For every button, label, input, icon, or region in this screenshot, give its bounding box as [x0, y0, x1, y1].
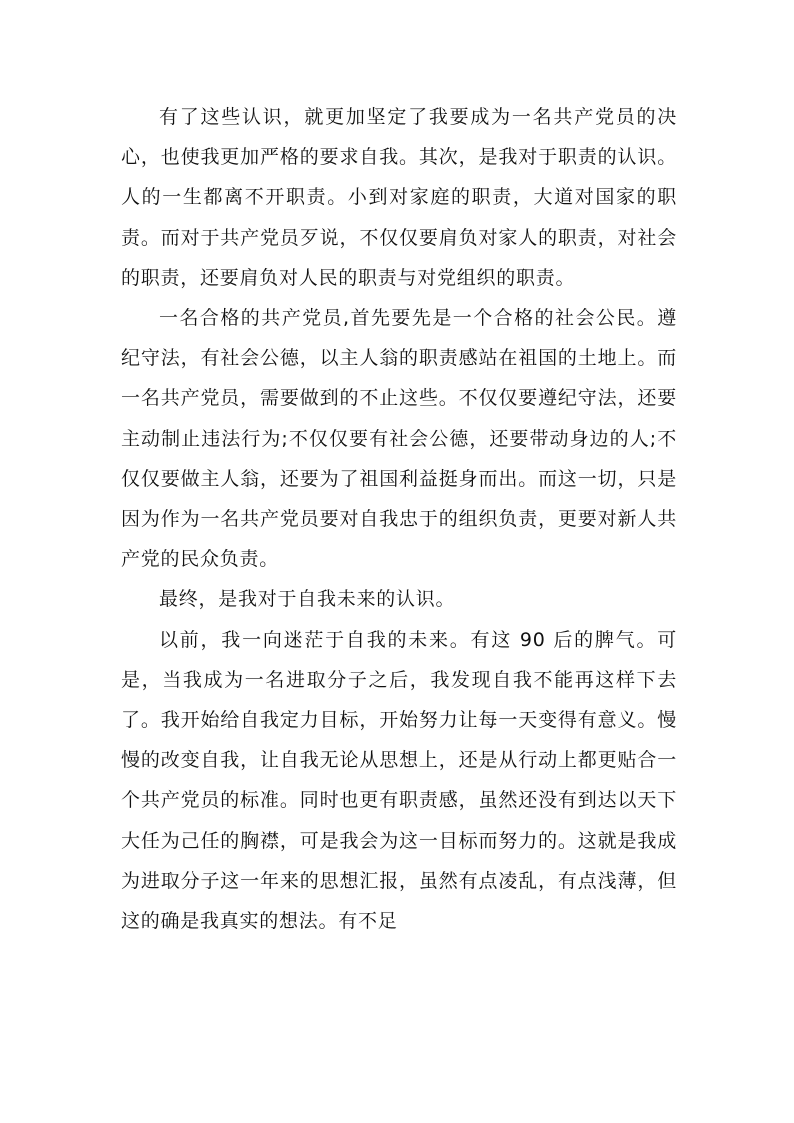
paragraph-qualified-member: 一名合格的共产党员,首先要先是一个合格的社会公民。遵纪守法，有社会公德，以主人翁的职责感站在祖国的土地上。而一名共产党员，需要做到的不止这些。不仅仅要遵纪守法，还要主动制止违法行为;不仅仅要有社会公德，还要带动身边的人;不仅仅要做主人翁，还要为了祖国利益挺身而出。而这一切，只是因为作为一名共产党员要对自我忠于的组织负责，更要对新人共产党的民众负责。: [121, 307, 677, 571]
paragraph-future-intro: 最终，是我对于自我未来的认识。: [159, 588, 456, 611]
document-body: [121, 97, 677, 941]
paragraph-future-reflection: 以前，我一向迷茫于自我的未来。有这 90 后的脾气。可是，当我成为一名进取分子之后，我发现自我不能再这样下去了。我开始给自我定力目标，开始努力让每一天变得有意义。慢慢的改变自我，让自我无论从思想上，还是从行动上都更贴合一个共产党员的标准。同时也更有职责感，虽然还没有到达以天下大任为己任的胸襟，可是我会为这一目标而努力的。这就是我成为进取分子这一年来的思想汇报，虽然有点凌乱，有点浅薄，但这的确是我真实的想法。有不足: [121, 628, 677, 933]
paragraph-commitment: 有了这些认识，就更加坚定了我要成为一名共产党员的决心，也使我更加严格的要求自我。其次，是我对于职责的认识。人的一生都离不开职责。小到对家庭的职责，大道对国家的职责。而对于共产党员歹说，不仅仅要肩负对家人的职责，对社会的职责，还要肩负对人民的职责与对党组织的职责。: [121, 106, 677, 289]
